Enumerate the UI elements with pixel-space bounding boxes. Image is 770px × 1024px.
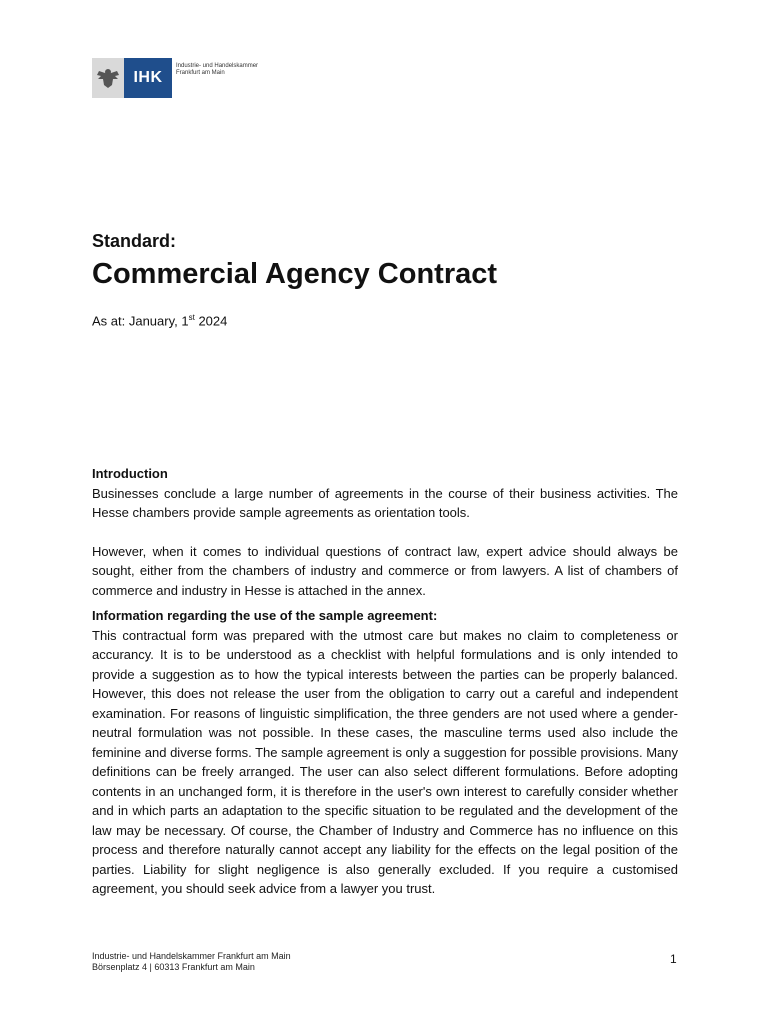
as-at-prefix: As at: January, 1	[92, 313, 189, 329]
as-at-ordinal: st	[188, 313, 195, 322]
ihk-logo	[92, 58, 274, 98]
footer-line-2: Börsenplatz 4 | 60313 Frankfurt am Main	[92, 962, 255, 972]
usage-heading: Information regarding the use of the sample agreement:	[92, 608, 438, 623]
as-at-year: 2024	[194, 313, 228, 329]
document-body	[92, 464, 678, 899]
page-number: 1	[670, 952, 677, 966]
page-footer	[92, 951, 291, 973]
document-title: Commercial Agency Contract	[92, 258, 498, 290]
usage-paragraph: This contractual form was prepared with the utmost care but makes no claim to completeness or accurancy. It is to be understood as a checklist with helpful formulations and is only intended to provide a suggestion as to how the typical interests between the parties can be properly balanced. However, this does not release the user from the obligation to carry out a careful and independent examination. For reasons of linguistic simplification, the three genders are not used where a gender-neutral formulation was not possible. In these cases, the masculine terms used also include the feminine and diverse forms. The sample agreement is only a suggestion for possible provisions. Many definitions can be freely arranged. The user can also select different formulations. Before adopting contents in an unchanged form, it is therefore in the user's own interest to carefully consider whether and in which parts an adaptation to the specific situation to be regulated and the development of the law may be necessary. Of course, the Chamber of Industry and Commerce has no influence on this process and therefore naturally cannot accept any liability for the effects on the legal position of the parties. Liability for slight negligence is also generally excluded. If you require a customised agreement, you should seek advice from a lawyer you trust.	[92, 627, 678, 896]
footer-line-1: Industrie- und Handelskammer Frankfurt am Main	[92, 951, 291, 961]
as-at-date	[92, 313, 227, 328]
document-subhead: Standard:	[92, 231, 177, 251]
org-name-line1: Industrie- und Handelskammer	[176, 63, 259, 69]
org-name	[172, 58, 258, 98]
intro-paragraph-2: However, when it comes to individual questions of contract law, expert advice should always be sought, either from the chambers of industry and commerce or from lawyers. A list of chambers of commerce and industry in Hesse is attached in the annex.	[92, 543, 678, 598]
org-name-line2: Frankfurt am Main	[176, 70, 225, 76]
intro-heading: Introduction	[92, 466, 168, 481]
eagle-icon	[92, 58, 124, 98]
intro-paragraph-1: Businesses conclude a large number of agreements in the course of their business activities. The Hesse chambers provide sample agreements as orientation tools.	[92, 485, 678, 520]
ihk-logo-mark: IHK	[124, 58, 172, 98]
